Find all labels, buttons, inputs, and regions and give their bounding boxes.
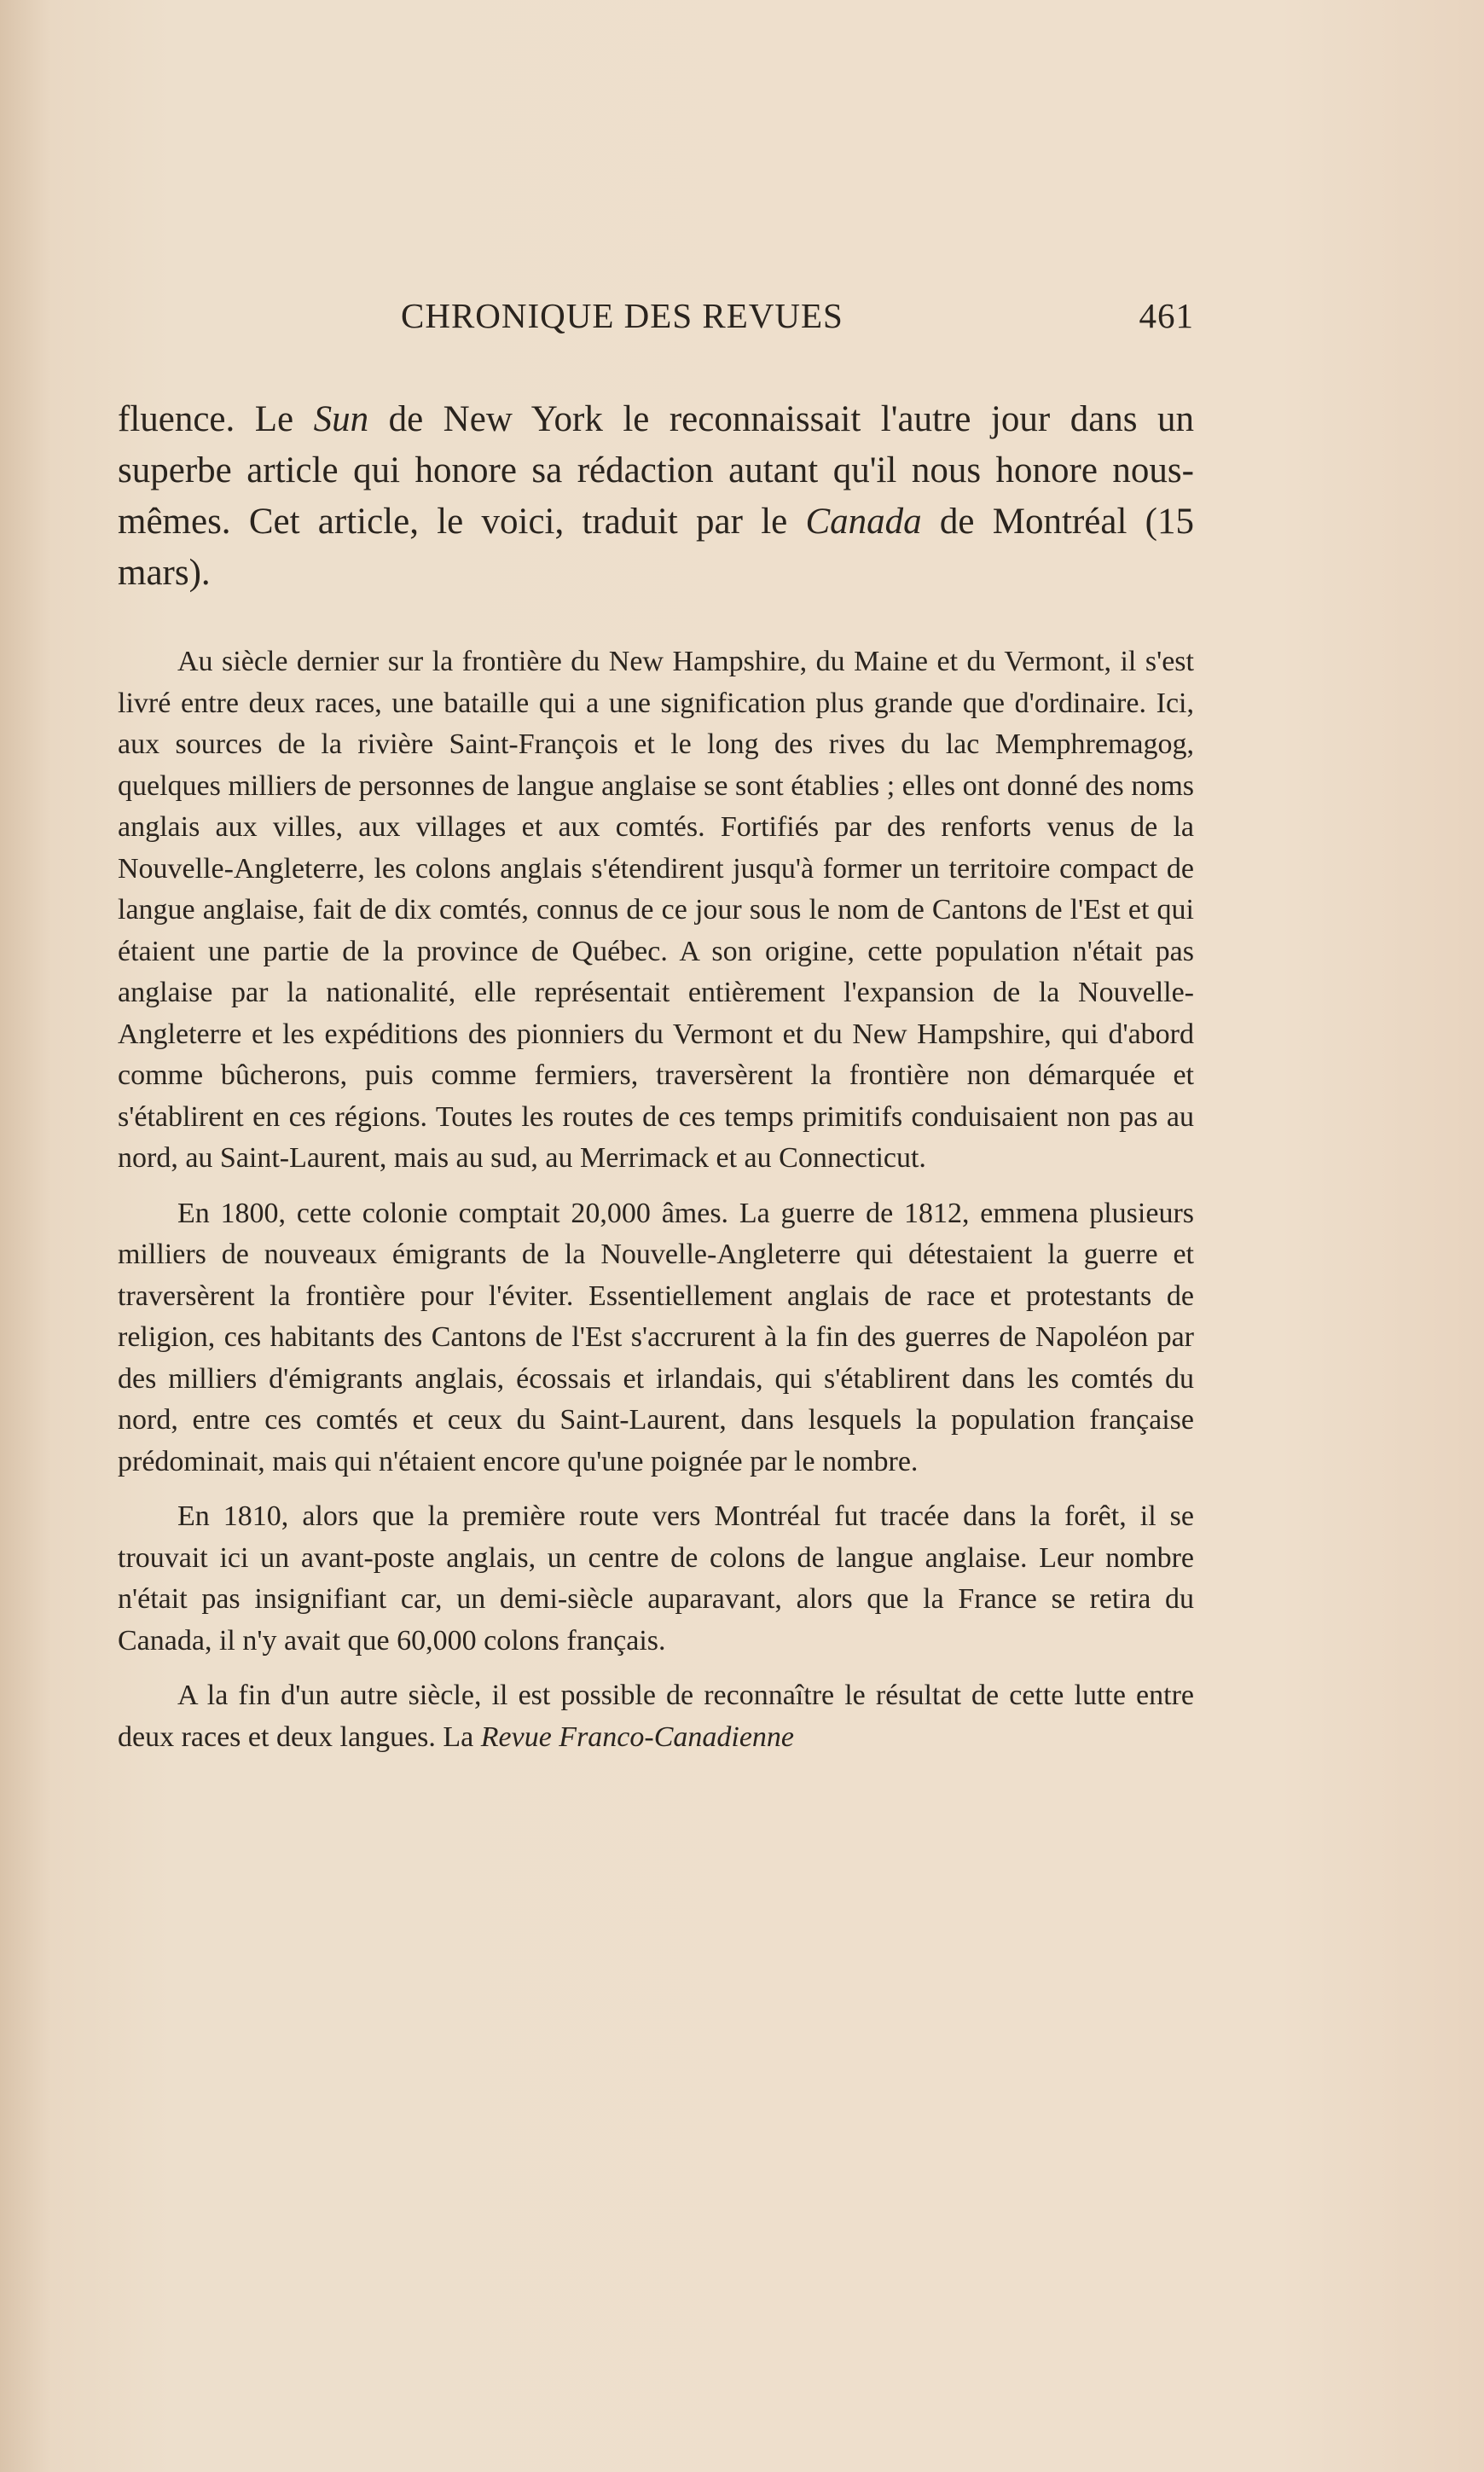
journal-title: Revue Franco-Canadienne [480,1721,795,1753]
lead-text-2: de New York le reconnaissait l'autre jour dans un superbe article qui honore sa rédaction autant qu'il nous honore nous-mêmes. Cet article, le voici, traduit par le [118,399,1195,542]
body-paragraph: En 1800, cette colonie comptait 20,000 âmes. La guerre de 1812, emmena plusieurs milliers de nouveaux émigrants de la Nouvelle-Angleterre qui détestaient la guerre et traversèrent la frontière pour l'éviter. Essentiellement anglais de race et protestants de religion, ces habitants des Cantons de l'Est s'accrurent à la fin des guerres de Napoléon par des milliers d'émigrants anglais, écossais et irlandais, qui s'établirent dans les comtés du nord, entre ces comtés et ceux du Saint-Laurent, dans lesquels la population française prédominait, mais qui n'étaient encore qu'une poignée par le nombre. [118,1197,1194,1477]
body-paragraph-last [118,1675,1194,1758]
lead-text-3: de Montréal (15 mars). [118,502,1194,593]
running-header [401,295,1194,343]
lead-paragraph [118,394,1194,599]
lead-text-1: fluence. Le [118,399,314,439]
newspaper-title-canada: Canada [805,502,922,542]
page-number: 461 [1139,296,1194,335]
newspaper-title-sun: Sun [313,399,369,439]
quoted-article [118,641,1194,1772]
body-paragraph: En 1810, alors que la première route vers Montréal fut tracée dans la forêt, il se trouvait ici un avant-poste anglais, un centre de colons de langue anglaise. Leur nombre n'était pas insignifiant car, un demi-siècle auparavant, alors que la France se retira du Canada, il n'y avait que 60,000 colons français. [118,1500,1194,1657]
running-title: CHRONIQUE DES REVUES [401,296,843,335]
last-paragraph-text: A la fin d'un autre siècle, il est possible de reconnaître le résultat de cette lutte entre deux races et deux langues. La [118,1680,1194,1753]
body-paragraph: Au siècle dernier sur la frontière du New Hampshire, du Maine et du Vermont, il s'est livré entre deux races, une bataille qui a une signification plus grande que d'ordinaire. Ici, aux sources de la rivière Saint-François et le long des rives du lac Memphremagog, quelques milliers de personnes de langue anglaise se sont établies ; elles ont donné des noms anglais aux villes, aux villages et aux comtés. Fortifiés par des renforts venus de la Nouvelle-Angleterre, les colons anglais s'étendirent jusqu'à former un territoire compact de langue anglaise, fait de dix comtés, connus de ce jour sous le nom de Cantons de l'Est et qui étaient une partie de la province de Québec. A son origine, cette population n'était pas anglaise par la nationalité, elle représentait entièrement l'expansion de la Nouvelle-Angleterre et les expéditions des pionniers du Vermont et du New Hampshire, qui d'abord comme bûcherons, puis comme fermiers, traversèrent la frontière non démarquée et s'établirent en ces régions. Toutes les routes de ces temps primitifs conduisaient non pas au nord, au Saint-Laurent, mais au sud, au Merrimack et au Connecticut. [118,646,1194,1174]
